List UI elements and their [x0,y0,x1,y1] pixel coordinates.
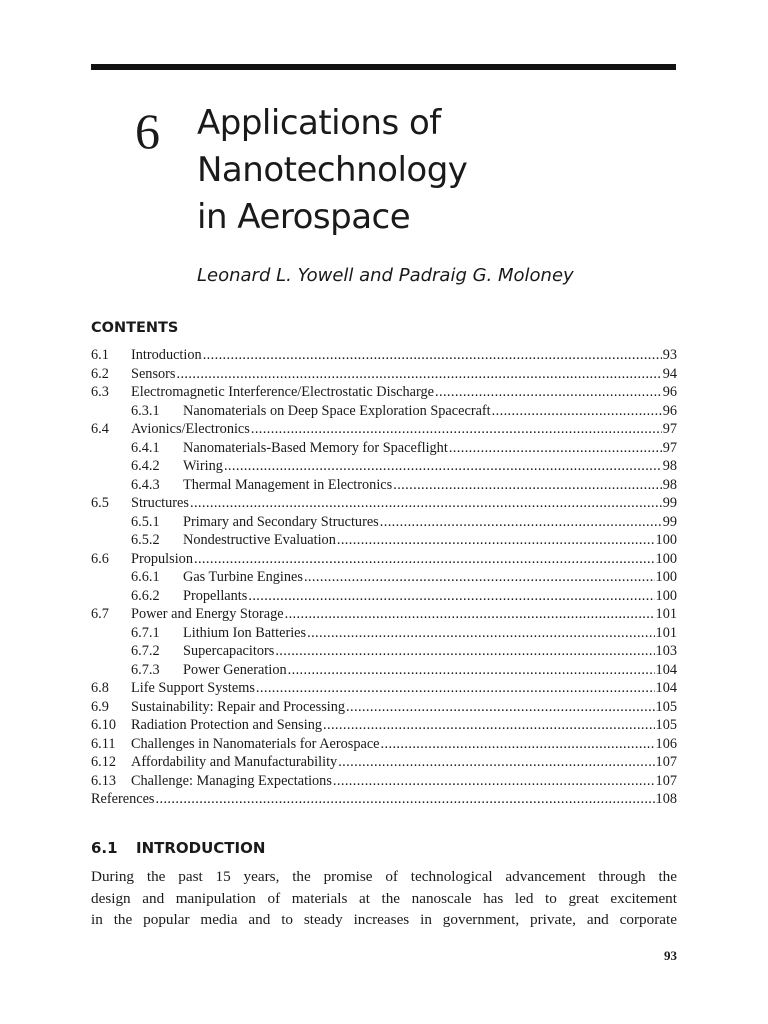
toc-entry-title: Wiring [183,458,223,474]
toc-entry[interactable] [91,753,677,772]
toc-entry-number: 6.11 [91,735,116,752]
toc-dot-leader [307,624,654,643]
section-heading [91,838,265,858]
toc-entry-page: 100 [655,550,677,567]
toc-entry-number: 6.5.1 [131,513,160,530]
toc-entry-title: Affordability and Manufacturability [131,754,338,770]
toc-entry[interactable] [91,365,677,384]
toc-dot-leader [203,346,662,365]
toc-entry-title: Propulsion [131,550,193,567]
toc-dot-leader [251,420,662,439]
toc-entry-number: 6.5 [91,495,109,511]
toc-entry[interactable] [91,383,677,402]
toc-entry-title: Power Generation [183,661,287,678]
toc-entry-number: 6.13 [91,772,117,789]
toc-entry-page: 107 [655,754,677,770]
toc-entry-page: 101 [655,606,677,622]
toc-entry-number: 6.1 [91,347,109,363]
toc-entry-title: Challenges in Nanomaterials for Aerospace [131,735,380,752]
toc-entry[interactable] [91,513,677,532]
toc-entry-title: Nanomaterials-Based Memory for Spaceflight [183,439,448,456]
toc-entry-page: 100 [655,569,677,585]
toc-dot-leader [393,476,661,495]
toc-entry-title: Primary and Secondary Structures [183,513,379,530]
body-line: design and manipulation of materials at the nanoscale has led to great excitement [91,889,677,907]
toc-entry-page: 97 [662,421,677,437]
toc-entry-number: 6.7.2 [131,643,160,659]
toc-dot-leader [435,383,662,402]
toc-entry-title: Avionics/Electronics [131,421,250,437]
section-title: INTRODUCTION [136,839,266,857]
toc-entry-page: 107 [655,772,677,789]
toc-entry-page: 99 [662,495,677,511]
body-line: During the past 15 years, the promise of technological advancement through the [91,868,677,885]
toc-dot-leader [275,642,654,661]
toc-entry-number: 6.4 [91,421,109,437]
page-number: 93 [664,948,677,963]
toc-entry[interactable] [91,772,677,791]
toc-dot-leader [492,402,662,421]
toc-entry[interactable] [91,402,677,421]
toc-entry-page: 103 [655,643,677,659]
toc-dot-leader [288,661,655,680]
toc-entry-title: Power and Energy Storage [131,606,284,622]
toc-entry[interactable] [91,568,677,587]
toc-entry-number: 6.4.2 [131,458,160,474]
toc-entry[interactable] [91,624,677,643]
toc-entry-number: 6.8 [91,680,109,696]
toc-entry-number: 6.3.1 [131,402,160,419]
toc-entry[interactable] [91,661,677,680]
toc-dot-leader [323,716,655,735]
contents-heading: CONTENTS [91,320,179,336]
toc-entry-title: Electromagnetic Interference/Electrostatic Discharge [131,384,434,400]
body-line: in the popular media and to steady increases in government, private, and corporate [91,911,677,928]
toc-entry[interactable] [91,790,677,809]
toc-entry[interactable] [91,716,677,735]
toc-dot-leader [337,531,655,550]
toc-entry[interactable] [91,494,677,513]
toc-dot-leader [190,494,662,513]
toc-entry-title: Propellants [183,587,248,604]
toc-entry[interactable] [91,476,677,495]
toc-entry[interactable] [91,698,677,717]
toc-dot-leader [304,568,655,587]
toc-entry-title: Introduction [131,347,202,363]
toc-entry-number: 6.10 [91,717,117,733]
toc-entry-title: References [91,791,155,807]
toc-entry[interactable] [91,679,677,698]
toc-entry-title: Supercapacitors [183,643,275,659]
toc-entry[interactable] [91,642,677,661]
toc-entry-number: 6.3 [91,384,109,400]
toc-dot-leader [156,790,655,809]
toc-entry-page: 97 [662,439,677,456]
toc-entry-page: 106 [655,735,677,752]
chapter-number: 6 [135,103,160,159]
toc-entry[interactable] [91,587,677,606]
toc-entry-title: Thermal Management in Electronics [183,476,393,493]
toc-dot-leader [248,587,654,606]
chapter-title-line: in Aerospace [197,197,411,237]
chapter-title [197,100,467,241]
toc-entry-title: Gas Turbine Engines [183,569,303,585]
toc-entry-page: 104 [655,661,677,678]
toc-entry[interactable] [91,531,677,550]
toc-entry-title: Sustainability: Repair and Processing [131,698,346,715]
toc-entry-page: 94 [662,365,677,382]
toc-entry-number: 6.2 [91,365,109,382]
section-number: 6.1 [91,839,118,857]
toc-dot-leader [224,457,662,476]
toc-entry[interactable] [91,346,677,365]
toc-dot-leader [381,735,655,754]
body-paragraph [91,866,677,931]
toc-entry[interactable] [91,605,677,624]
toc-entry-number: 6.7 [91,606,109,622]
toc-entry-title: Structures [131,495,189,511]
toc-entry[interactable] [91,457,677,476]
toc-entry-number: 6.7.3 [131,661,160,678]
toc-dot-leader [285,605,655,624]
toc-entry-number: 6.6.2 [131,587,160,604]
toc-dot-leader [449,439,662,458]
toc-entry-number: 6.6.1 [131,569,160,585]
toc-entry-number: 6.9 [91,698,109,715]
toc-entry[interactable] [91,550,677,569]
toc-entry-title: Life Support Systems [131,680,255,696]
toc-entry-title: Sensors [131,365,176,382]
table-of-contents [91,346,677,809]
toc-entry-page: 101 [655,624,677,641]
chapter-title-line: Nanotechnology [197,150,468,190]
toc-entry-page: 100 [655,532,677,548]
toc-entry-page: 99 [662,513,677,530]
toc-entry-title: Radiation Protection and Sensing [131,717,322,733]
toc-entry[interactable] [91,420,677,439]
toc-entry-page: 108 [655,791,677,807]
toc-entry-number: 6.12 [91,754,117,770]
toc-entry-page: 96 [662,384,677,400]
toc-dot-leader [256,679,655,698]
toc-entry-number: 6.4.3 [131,476,160,493]
toc-entry-page: 93 [662,347,677,363]
toc-dot-leader [346,698,655,717]
toc-entry[interactable] [91,439,677,458]
toc-entry-title: Challenge: Managing Expectations [131,772,332,789]
toc-entry-number: 6.7.1 [131,624,160,641]
toc-dot-leader [194,550,655,569]
toc-entry-page: 96 [662,402,677,419]
toc-entry-page: 105 [655,717,677,733]
toc-entry-page: 100 [655,587,677,604]
toc-entry-page: 104 [655,680,677,696]
chapter-authors: Leonard L. Yowell and Padraig G. Moloney [197,265,574,286]
toc-entry-page: 105 [655,698,677,715]
toc-entry[interactable] [91,735,677,754]
toc-dot-leader [176,365,661,384]
chapter-title-line: Applications of [197,103,441,143]
toc-entry-number: 6.6 [91,550,109,567]
toc-entry-page: 98 [662,458,677,474]
toc-entry-title: Nanomaterials on Deep Space Exploration Spacecraft [183,402,491,419]
toc-dot-leader [333,772,655,791]
toc-entry-number: 6.5.2 [131,532,160,548]
toc-entry-title: Lithium Ion Batteries [183,624,307,641]
toc-entry-page: 98 [662,476,677,493]
toc-entry-number: 6.4.1 [131,439,160,456]
chapter-top-rule [91,64,676,70]
toc-dot-leader [338,753,654,772]
toc-dot-leader [380,513,662,532]
toc-entry-title: Nondestructive Evaluation [183,532,336,548]
